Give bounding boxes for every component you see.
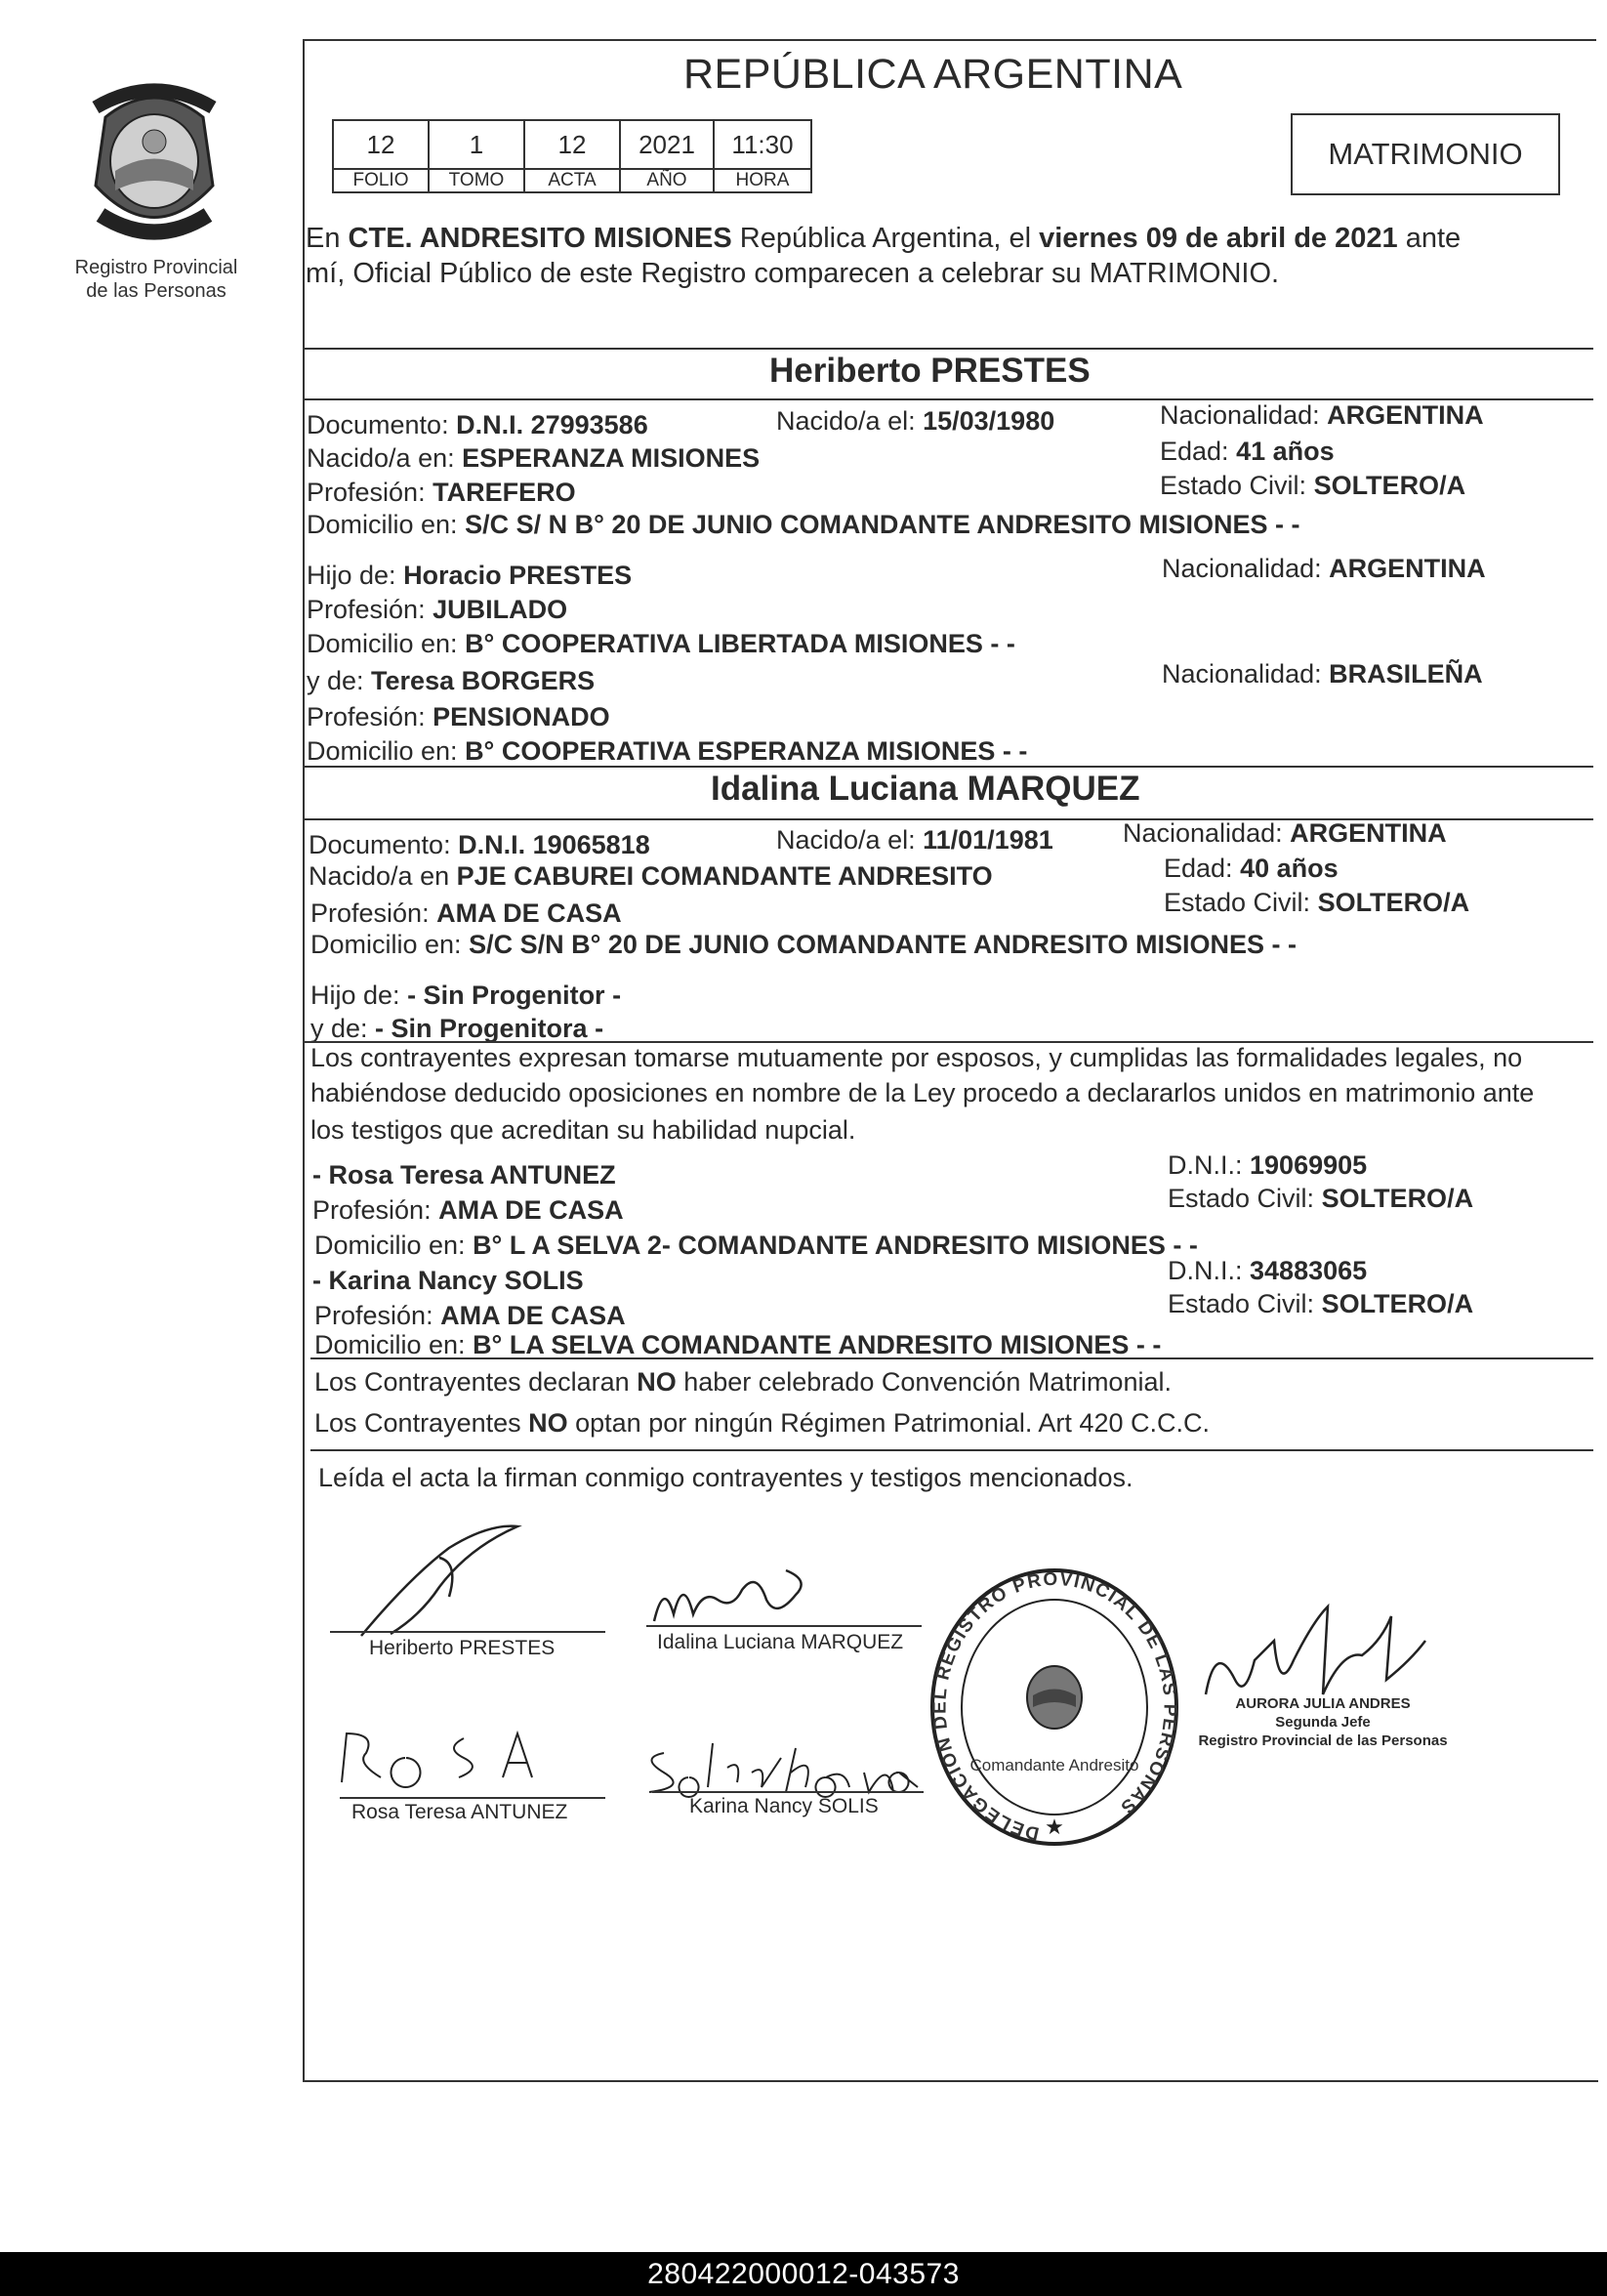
bride-signature-line bbox=[646, 1625, 922, 1627]
folio-label: FOLIO bbox=[333, 169, 429, 192]
hour-label: HORA bbox=[714, 169, 811, 192]
groom-profession: Profesión: TAREFERO bbox=[307, 478, 576, 507]
year-label: AÑO bbox=[620, 169, 714, 192]
bride-civil-status: Estado Civil: SOLTERO/A bbox=[1164, 888, 1470, 917]
groom-mother-address: Domicilio en: B° COOPERATIVA ESPERANZA MISIONES - - bbox=[307, 736, 1028, 766]
hour-value: 11:30 bbox=[714, 120, 811, 169]
groom-father-profession: Profesión: JUBILADO bbox=[307, 595, 568, 624]
intro-line-2: mí, Oficial Público de este Registro comparecen a celebrar su MATRIMONIO. bbox=[306, 258, 1280, 289]
bride-mother: y de: - Sin Progenitora - bbox=[310, 1014, 604, 1043]
official-office: Registro Provincial de las Personas bbox=[1198, 1732, 1448, 1749]
bride-document: Documento: D.N.I. 19065818 bbox=[309, 830, 650, 859]
witness-2-signature bbox=[635, 1738, 927, 1797]
official-role: Segunda Jefe bbox=[1275, 1714, 1371, 1731]
groom-mother-profession: Profesión: PENSIONADO bbox=[307, 702, 610, 731]
groom-mother-nationality: Nacionalidad: BRASILEÑA bbox=[1162, 659, 1483, 689]
groom-nationality: Nacionalidad: ARGENTINA bbox=[1160, 400, 1484, 430]
acta-label: ACTA bbox=[524, 169, 620, 192]
seal-ring-text: DELEGACION DEL REGISTRO PROVINCIAL DE LAS PERSONAS bbox=[929, 1568, 1180, 1844]
witness-2-name: - Karina Nancy SOLIS bbox=[312, 1266, 584, 1295]
bride-birthdate: Nacido/a el: 11/01/1981 bbox=[776, 825, 1053, 855]
bride-signature-name: Idalina Luciana MARQUEZ bbox=[657, 1631, 904, 1653]
groom-mother: y de: Teresa BORGERS bbox=[307, 666, 596, 695]
groom-address: Domicilio en: S/C S/ N B° 20 DE JUNIO COMANDANTE ANDRESITO MISIONES - - bbox=[307, 510, 1300, 539]
divider bbox=[310, 1357, 1593, 1359]
witness-1-signature-name: Rosa Teresa ANTUNEZ bbox=[351, 1801, 568, 1823]
groom-civil-status: Estado Civil: SOLTERO/A bbox=[1160, 471, 1466, 500]
year-value: 2021 bbox=[620, 120, 714, 169]
groom-birthdate: Nacido/a el: 15/03/1980 bbox=[776, 406, 1055, 436]
witness-2-civil-status: Estado Civil: SOLTERO/A bbox=[1168, 1289, 1474, 1318]
witness-2-signature-line bbox=[652, 1791, 924, 1793]
tomo-label: TOMO bbox=[429, 169, 524, 192]
groom-document: Documento: D.N.I. 27993586 bbox=[307, 410, 648, 439]
bride-age: Edad: 40 años bbox=[1164, 854, 1339, 883]
province-coat-of-arms-logo bbox=[76, 78, 232, 254]
groom-father-nationality: Nacionalidad: ARGENTINA bbox=[1162, 554, 1486, 583]
witness-1-signature-line bbox=[340, 1797, 605, 1799]
folio-value: 12 bbox=[333, 120, 429, 169]
divider bbox=[310, 1449, 1593, 1451]
groom-signature-line bbox=[330, 1631, 605, 1633]
convention-line-1: Los Contrayentes declaran NO haber celebrado Convención Matrimonial. bbox=[314, 1367, 1172, 1397]
groom-father: Hijo de: Horacio PRESTES bbox=[307, 561, 633, 590]
document-code-footer: 280422000012-043573 bbox=[0, 2252, 1607, 2296]
bride-address: Domicilio en: S/C S/N B° 20 DE JUNIO COMANDANTE ANDRESITO MISIONES - - bbox=[310, 930, 1297, 959]
intro-line-1: En CTE. ANDRESITO MISIONES República Argentina, el viernes 09 de abril de 2021 ante bbox=[306, 223, 1462, 254]
act-type-box: MATRIMONIO bbox=[1291, 113, 1560, 195]
bride-father: Hijo de: - Sin Progenitor - bbox=[310, 981, 622, 1010]
groom-birthplace: Nacido/a en: ESPERANZA MISIONES bbox=[307, 443, 761, 473]
witness-1-address: Domicilio en: B° L A SELVA 2- COMANDANTE ANDRESITO MISIONES - - bbox=[314, 1231, 1198, 1260]
convention-line-2: Los Contrayentes NO optan por ningún Régimen Patrimonial. Art 420 C.C.C. bbox=[314, 1408, 1210, 1438]
witness-1-dni: D.N.I.: 19069905 bbox=[1168, 1150, 1368, 1180]
bride-birthplace: Nacido/a en PJE CABUREI COMANDANTE ANDRESITO bbox=[309, 861, 993, 891]
official-signature bbox=[1186, 1602, 1440, 1709]
registry-label: Registro Provincial de las Personas bbox=[74, 257, 238, 302]
witness-1-civil-status: Estado Civil: SOLTERO/A bbox=[1168, 1184, 1474, 1213]
official-stamp bbox=[1162, 1694, 1484, 1750]
divider bbox=[305, 348, 1593, 350]
groom-father-address: Domicilio en: B° COOPERATIVA LIBERTADA MISIONES - - bbox=[307, 629, 1015, 658]
declaration-line-2: habiéndose deducido oposiciones en nombre de la Ley procedo a declararlos unidos en matrimonio ante bbox=[310, 1078, 1535, 1107]
witness-2-address: Domicilio en: B° LA SELVA COMANDANTE ANDRESITO MISIONES - - bbox=[314, 1330, 1162, 1359]
bride-nationality: Nacionalidad: ARGENTINA bbox=[1123, 818, 1447, 848]
acta-value: 12 bbox=[524, 120, 620, 169]
tomo-value: 1 bbox=[429, 120, 524, 169]
witness-1-profession: Profesión: AMA DE CASA bbox=[312, 1195, 624, 1225]
seal-inner-text: Comandante Andresito bbox=[969, 1756, 1139, 1774]
witness-2-signature-name: Karina Nancy SOLIS bbox=[689, 1795, 879, 1817]
official-name: AURORA JULIA ANDRES bbox=[1235, 1695, 1411, 1712]
witness-2-dni: D.N.I.: 34883065 bbox=[1168, 1256, 1368, 1285]
groom-name-heading: Heriberto PRESTES bbox=[769, 352, 1091, 390]
seal-star-icon: ★ bbox=[1045, 1815, 1064, 1839]
witness-2-profession: Profesión: AMA DE CASA bbox=[314, 1301, 626, 1330]
bride-signature bbox=[649, 1561, 815, 1629]
declaration-line-1: Los contrayentes expresan tomarse mutuamente por esposos, y cumplidas las formalidades legales, no bbox=[310, 1043, 1523, 1072]
groom-age: Edad: 41 años bbox=[1160, 437, 1335, 466]
registry-numbers-table bbox=[332, 119, 812, 193]
bride-name-heading: Idalina Luciana MARQUEZ bbox=[711, 770, 1140, 808]
closing-statement: Leída el acta la firman conmigo contrayentes y testigos mencionados. bbox=[318, 1463, 1133, 1492]
groom-signature-name: Heriberto PRESTES bbox=[369, 1637, 556, 1659]
witness-1-signature bbox=[337, 1729, 552, 1787]
groom-signature bbox=[351, 1519, 527, 1646]
bride-profession: Profesión: AMA DE CASA bbox=[310, 898, 622, 928]
registry-delegation-seal bbox=[927, 1561, 1181, 1854]
divider bbox=[305, 766, 1593, 768]
witness-1-name: - Rosa Teresa ANTUNEZ bbox=[312, 1160, 616, 1190]
form-frame-top-border bbox=[303, 39, 1596, 41]
declaration-line-3: los testigos que acreditan su habilidad nupcial. bbox=[310, 1115, 856, 1145]
page-title: REPÚBLICA ARGENTINA bbox=[683, 51, 1183, 98]
